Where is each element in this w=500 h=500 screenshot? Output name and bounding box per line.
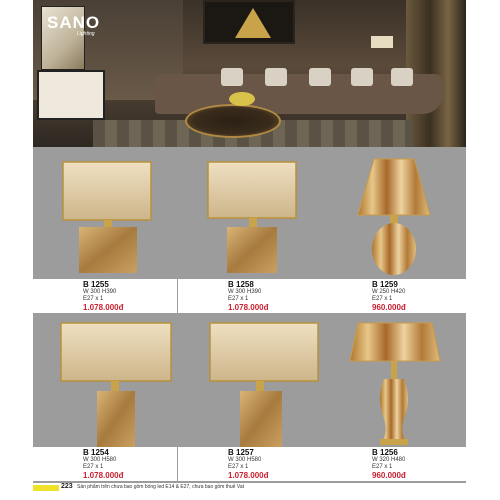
product-socket: E27 x 1: [83, 464, 104, 470]
product-label: [322, 447, 466, 481]
product-code: B 1254: [83, 448, 109, 457]
product-grid: [33, 147, 466, 483]
product-code: B 1257: [228, 448, 254, 457]
lamp-image: [33, 315, 177, 447]
brand-tagline: Lighting: [77, 31, 95, 37]
page-footer: [33, 483, 466, 500]
cushion: [391, 68, 413, 86]
product-code: B 1258: [228, 280, 254, 289]
footer-accent-bar: [33, 485, 59, 491]
product-size: W 300 H580: [228, 457, 262, 463]
side-cabinet: [37, 70, 105, 120]
product-socket: E27 x 1: [228, 464, 249, 470]
product-code: B 1255: [83, 280, 109, 289]
product-price: 1.078.000đ: [228, 303, 269, 312]
product-size: W 300 H580: [83, 457, 117, 463]
catalogue-page: [33, 0, 466, 500]
product-label: [33, 279, 177, 313]
product-socket: E27 x 1: [83, 296, 104, 302]
footer-note: Sản phẩm trên chưa bao gồm bóng led E14 & E27, chưa bao gồm thuế Vat: [77, 484, 244, 490]
lamp-image: [178, 147, 322, 279]
page-number: 223: [61, 483, 73, 490]
product-price: 1.078.000đ: [83, 303, 124, 312]
room-photo: [33, 0, 466, 147]
product-label: [178, 279, 322, 313]
product-price: 960.000đ: [372, 303, 406, 312]
lamp-image: [322, 147, 466, 279]
framed-painting: [203, 0, 295, 44]
product-size: W 300 H390: [228, 289, 262, 295]
product-code: B 1256: [372, 448, 398, 457]
lamp-image: [33, 147, 177, 279]
lamp-image: [178, 315, 322, 447]
product-socket: E27 x 1: [228, 296, 249, 302]
product-price: 1.078.000đ: [83, 471, 124, 480]
product-size: W 320 H480: [372, 457, 406, 463]
product-socket: E27 x 1: [372, 464, 393, 470]
cushion: [265, 68, 287, 86]
product-label: [322, 279, 466, 313]
product-socket: E27 x 1: [372, 296, 393, 302]
flower-bowl: [229, 92, 255, 106]
product-label: [178, 447, 322, 481]
cushion: [351, 68, 373, 86]
floor-lamp: [371, 36, 393, 48]
product-price: 1.078.000đ: [228, 471, 269, 480]
product-price: 960.000đ: [372, 471, 406, 480]
lamp-image: [322, 315, 466, 447]
product-code: B 1259: [372, 280, 398, 289]
brand-logo: [47, 14, 100, 37]
product-label: [33, 447, 177, 481]
cushion: [221, 68, 243, 86]
product-size: W 300 H390: [83, 289, 117, 295]
coffee-table: [185, 104, 281, 138]
cushion: [309, 68, 331, 86]
brand-name: SANO: [47, 13, 101, 32]
product-size: W 250 H420: [372, 289, 406, 295]
